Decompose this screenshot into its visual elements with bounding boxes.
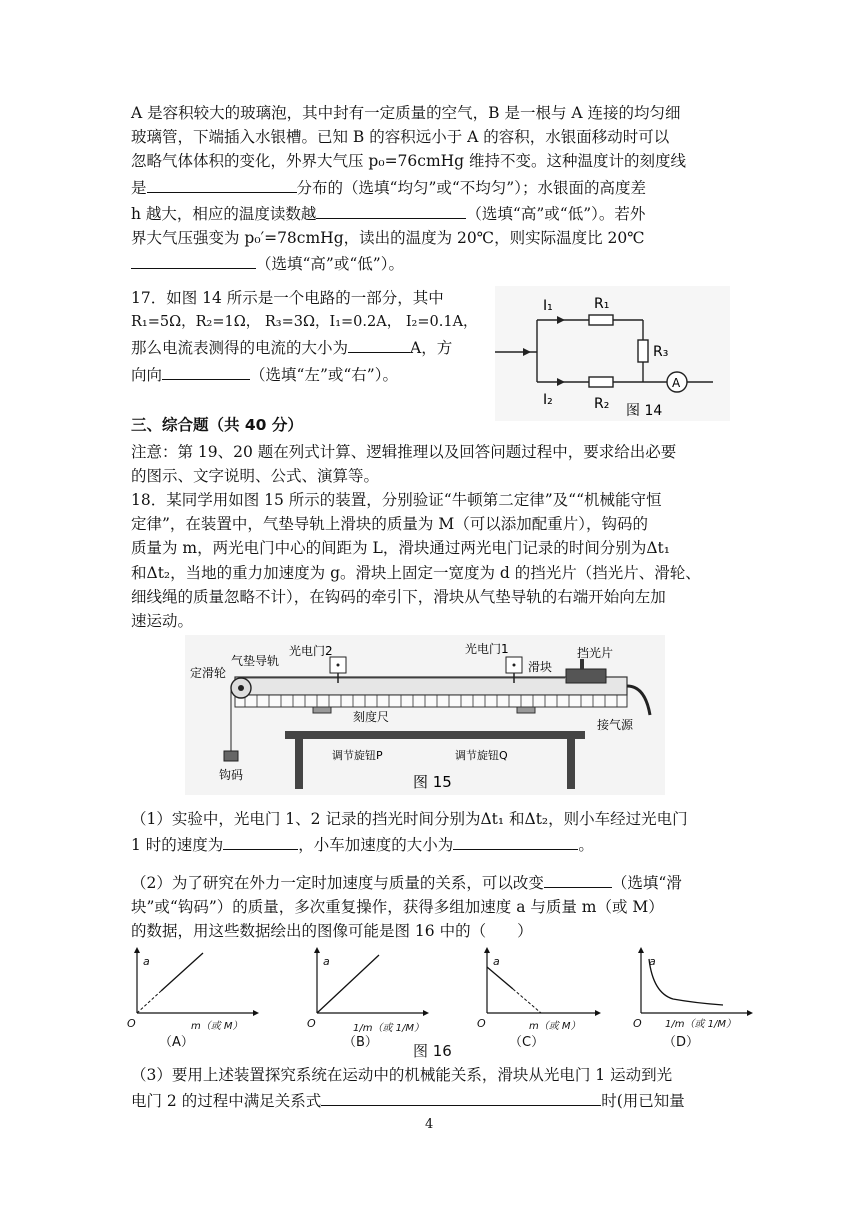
q16-line xyxy=(131,250,741,276)
table-top xyxy=(285,731,585,739)
graph-line-dashed xyxy=(137,991,161,1013)
pulley-axle xyxy=(238,685,244,691)
label-rail: 气垫导轨 xyxy=(231,654,280,668)
q18-line: 定律”，在装置中，气垫导轨上滑块的质量为 M（可以添加配重片），钩码的 xyxy=(131,515,648,534)
table-leg xyxy=(295,739,303,789)
q17-line xyxy=(131,334,491,360)
section-heading: 三、综合题（共 40 分） xyxy=(131,416,303,434)
graph-d xyxy=(633,947,753,1050)
origin-label: O xyxy=(633,1017,642,1030)
answer-blank[interactable] xyxy=(453,831,578,850)
figure-16-graphs xyxy=(125,945,755,1063)
light-shade xyxy=(580,659,584,669)
sub3-text-part: 电门 2 的过程中满足关系式 xyxy=(131,1092,322,1111)
sub3-line xyxy=(131,1087,741,1113)
knob-p xyxy=(313,707,331,713)
knob-q xyxy=(517,707,535,713)
resistor-r2 xyxy=(589,377,613,387)
answer-blank[interactable] xyxy=(348,334,410,353)
figure-14-circuit xyxy=(495,286,730,421)
q18-line: 细线绳的质量忽略不计），在钩码的牵引下，滑块从气垫导轨的右端开始向左加 xyxy=(131,587,666,606)
q16-line: 界大气压强变为 p₀′=78cmHg，读出的温度为 20℃，则实际温度比 20℃ xyxy=(131,229,645,248)
origin-label: O xyxy=(307,1017,316,1030)
answer-blank[interactable] xyxy=(316,200,466,219)
label-r2: R₂ xyxy=(594,396,610,412)
sub2-line: 的数据，用这些数据绘出的图像可能是图 16 中的（ ） xyxy=(131,922,533,941)
sub2-text-part: （选填“滑 xyxy=(611,874,682,892)
y-label: a xyxy=(143,955,150,968)
label-r1: R₁ xyxy=(594,296,610,312)
photogate-2-dot xyxy=(337,664,340,667)
label-pulley: 定滑轮 xyxy=(190,666,227,680)
q18-line: 和Δt₂，当地的重力加速度为 g。滑块上固定一宽度为 d 的挡光片（挡光片、滑轮、 xyxy=(131,563,701,582)
sub3-text-part: 时(用已知量 xyxy=(601,1092,685,1111)
graph-line xyxy=(161,953,203,991)
table-leg xyxy=(567,739,575,789)
graph-curve xyxy=(649,959,723,1005)
answer-blank[interactable] xyxy=(162,361,250,380)
label-r3: R₃ xyxy=(653,344,669,360)
figure-16-caption: 图 16 xyxy=(413,1042,452,1060)
q17-line: R₁=5Ω，R₂=1Ω， R₃=3Ω，I₁=0.2A， I₂=0.1A， xyxy=(131,314,478,331)
sub1-text-part: 1 时的速度为 xyxy=(131,836,224,855)
arrow-icon xyxy=(484,947,490,953)
q18-line: 速运动。 xyxy=(131,612,194,631)
sub3-line: （3）要用上述装置探究系统在运动中的机械能关系，滑块从光电门 1 运动到光 xyxy=(131,1066,673,1084)
sub1-line xyxy=(131,831,741,857)
arrow-icon xyxy=(638,947,644,953)
sub2-line xyxy=(131,869,741,895)
label-air: 接气源 xyxy=(597,718,634,732)
figure-background xyxy=(495,286,730,421)
answer-blank[interactable] xyxy=(131,250,256,269)
label-i1: I₁ xyxy=(543,298,553,314)
arrow-icon xyxy=(314,947,320,953)
resistor-r3 xyxy=(638,340,648,362)
ammeter-label: A xyxy=(672,376,681,390)
arrow-icon xyxy=(253,1010,259,1016)
q17-text-part: 向向 xyxy=(131,365,163,384)
y-label: a xyxy=(323,955,330,968)
graph-c xyxy=(477,947,601,1050)
sub-question-3 xyxy=(131,1063,741,1113)
graph-option-label: （D） xyxy=(663,1035,700,1050)
photogate-1-dot xyxy=(513,664,516,667)
arrow-icon xyxy=(747,1010,753,1016)
q16-line xyxy=(131,174,741,200)
graph-option-label: （B） xyxy=(343,1035,378,1050)
arrow-icon xyxy=(595,1010,601,1016)
q16-text-part: （选填“高”或“低”）。若外 xyxy=(466,204,646,223)
q16-text xyxy=(131,101,741,276)
answer-blank[interactable] xyxy=(321,1087,601,1106)
label-gate1: 光电门1 xyxy=(465,642,509,656)
q17-text-part: 那么电流表测得的电流的大小为 xyxy=(131,339,349,358)
graph-option-label: （C） xyxy=(509,1035,545,1050)
arrow-icon xyxy=(134,947,140,953)
q16-text-part: h 越大，相应的温度读数越 xyxy=(131,204,317,223)
label-i2: I₂ xyxy=(543,392,553,408)
note-line: 注意：第 19、20 题在列式计算、逻辑推理以及回答问题过程中，要求给出必要 xyxy=(131,443,677,461)
hook-weight xyxy=(224,751,238,761)
sub-question-2 xyxy=(131,869,741,944)
label-weight: 钩码 xyxy=(219,768,244,782)
label-slider: 滑块 xyxy=(528,660,553,674)
arrow-icon xyxy=(423,1010,429,1016)
section-note xyxy=(131,440,741,488)
label-scale: 刻度尺 xyxy=(353,710,390,724)
graph-b xyxy=(307,947,429,1050)
x-label: 1/m（或 1/M） xyxy=(665,1019,737,1030)
x-label: m（或 M） xyxy=(191,1021,243,1032)
graph-line-dashed xyxy=(513,989,541,1013)
q17-line: 17．如图 14 所示是一个电路的一部分，其中 xyxy=(131,289,444,307)
note-line: 的图示、文字说明、公式、演算等。 xyxy=(131,467,380,486)
figure-15-caption: 图 15 xyxy=(413,773,452,791)
q16-text-part: 是 xyxy=(131,178,147,197)
sub1-text-part: ，小车加速度的大小为 xyxy=(298,836,454,855)
answer-blank[interactable] xyxy=(544,869,612,888)
sub2-text-part: （2）为了研究在外力一定时加速度与质量的关系，可以改变 xyxy=(131,874,544,892)
q18-text xyxy=(131,488,741,633)
q17-text xyxy=(131,286,491,387)
label-knob-q: 调节旋钮Q xyxy=(455,749,508,762)
origin-label: O xyxy=(477,1017,486,1030)
graph-option-label: （A） xyxy=(159,1035,194,1050)
q16-text-part: （选填“高”或“低”）。 xyxy=(256,255,404,274)
graph-line xyxy=(487,967,513,989)
label-knob-p: 调节旋钮P xyxy=(332,749,383,762)
y-label: a xyxy=(649,955,656,968)
q16-line: 玻璃管，下端插入水银槽。已知 B 的容积远小于 A 的容积，水银面移动时可以 xyxy=(131,128,670,147)
q17-text-part: A，方 xyxy=(410,339,453,358)
figure-14-caption: 图 14 xyxy=(626,403,663,419)
q18-line: 质量为 m，两光电门中心的间距为 L，滑块通过两光电门记录的时间分别为Δt₁ xyxy=(131,539,670,558)
q18-line: 18．某同学用如图 15 所示的装置，分别验证“牛顿第二定律”及““机械能守恒 xyxy=(131,491,662,509)
resistor-r1 xyxy=(589,315,613,325)
sub1-line: （1）实验中，光电门 1、2 记录的挡光时间分别为Δt₁ 和Δt₂，则小车经过光电门 xyxy=(131,810,688,828)
page-number: 4 xyxy=(425,1117,434,1132)
sub2-line: 块”或“钩码”）的质量，多次重复操作，获得多组加速度 a 与质量 m（或 M） xyxy=(131,898,664,917)
figure-15-apparatus xyxy=(185,635,665,795)
q16-line xyxy=(131,200,741,226)
q17-line xyxy=(131,361,491,387)
y-label: a xyxy=(493,955,500,968)
origin-label: O xyxy=(127,1017,136,1030)
ruler xyxy=(235,695,627,707)
answer-blank[interactable] xyxy=(147,174,297,193)
x-label: 1/m（或 1/M） xyxy=(353,1023,425,1034)
sub-question-1 xyxy=(131,807,741,857)
q16-line: 忽略气体体积的变化，外界大气压 p₀=76cmHg 维持不变。这种温度计的刻度线 xyxy=(131,152,687,171)
graph-a xyxy=(127,947,259,1050)
q16-line: A 是容积较大的玻璃泡，其中封有一定质量的空气，B 是一根与 A 连接的均匀细 xyxy=(131,104,681,122)
x-label: m（或 M） xyxy=(529,1021,581,1032)
label-gate2: 光电门2 xyxy=(289,644,333,658)
label-shade: 挡光片 xyxy=(577,646,614,660)
slider-block xyxy=(566,669,606,683)
sub1-text-part: 。 xyxy=(578,836,594,855)
q16-text-part: 分布的（选填“均匀”或“不均匀”）；水银面的高度差 xyxy=(296,178,646,197)
answer-blank[interactable] xyxy=(223,831,298,850)
q17-text-part: （选填“左”或“右”）。 xyxy=(250,365,398,384)
